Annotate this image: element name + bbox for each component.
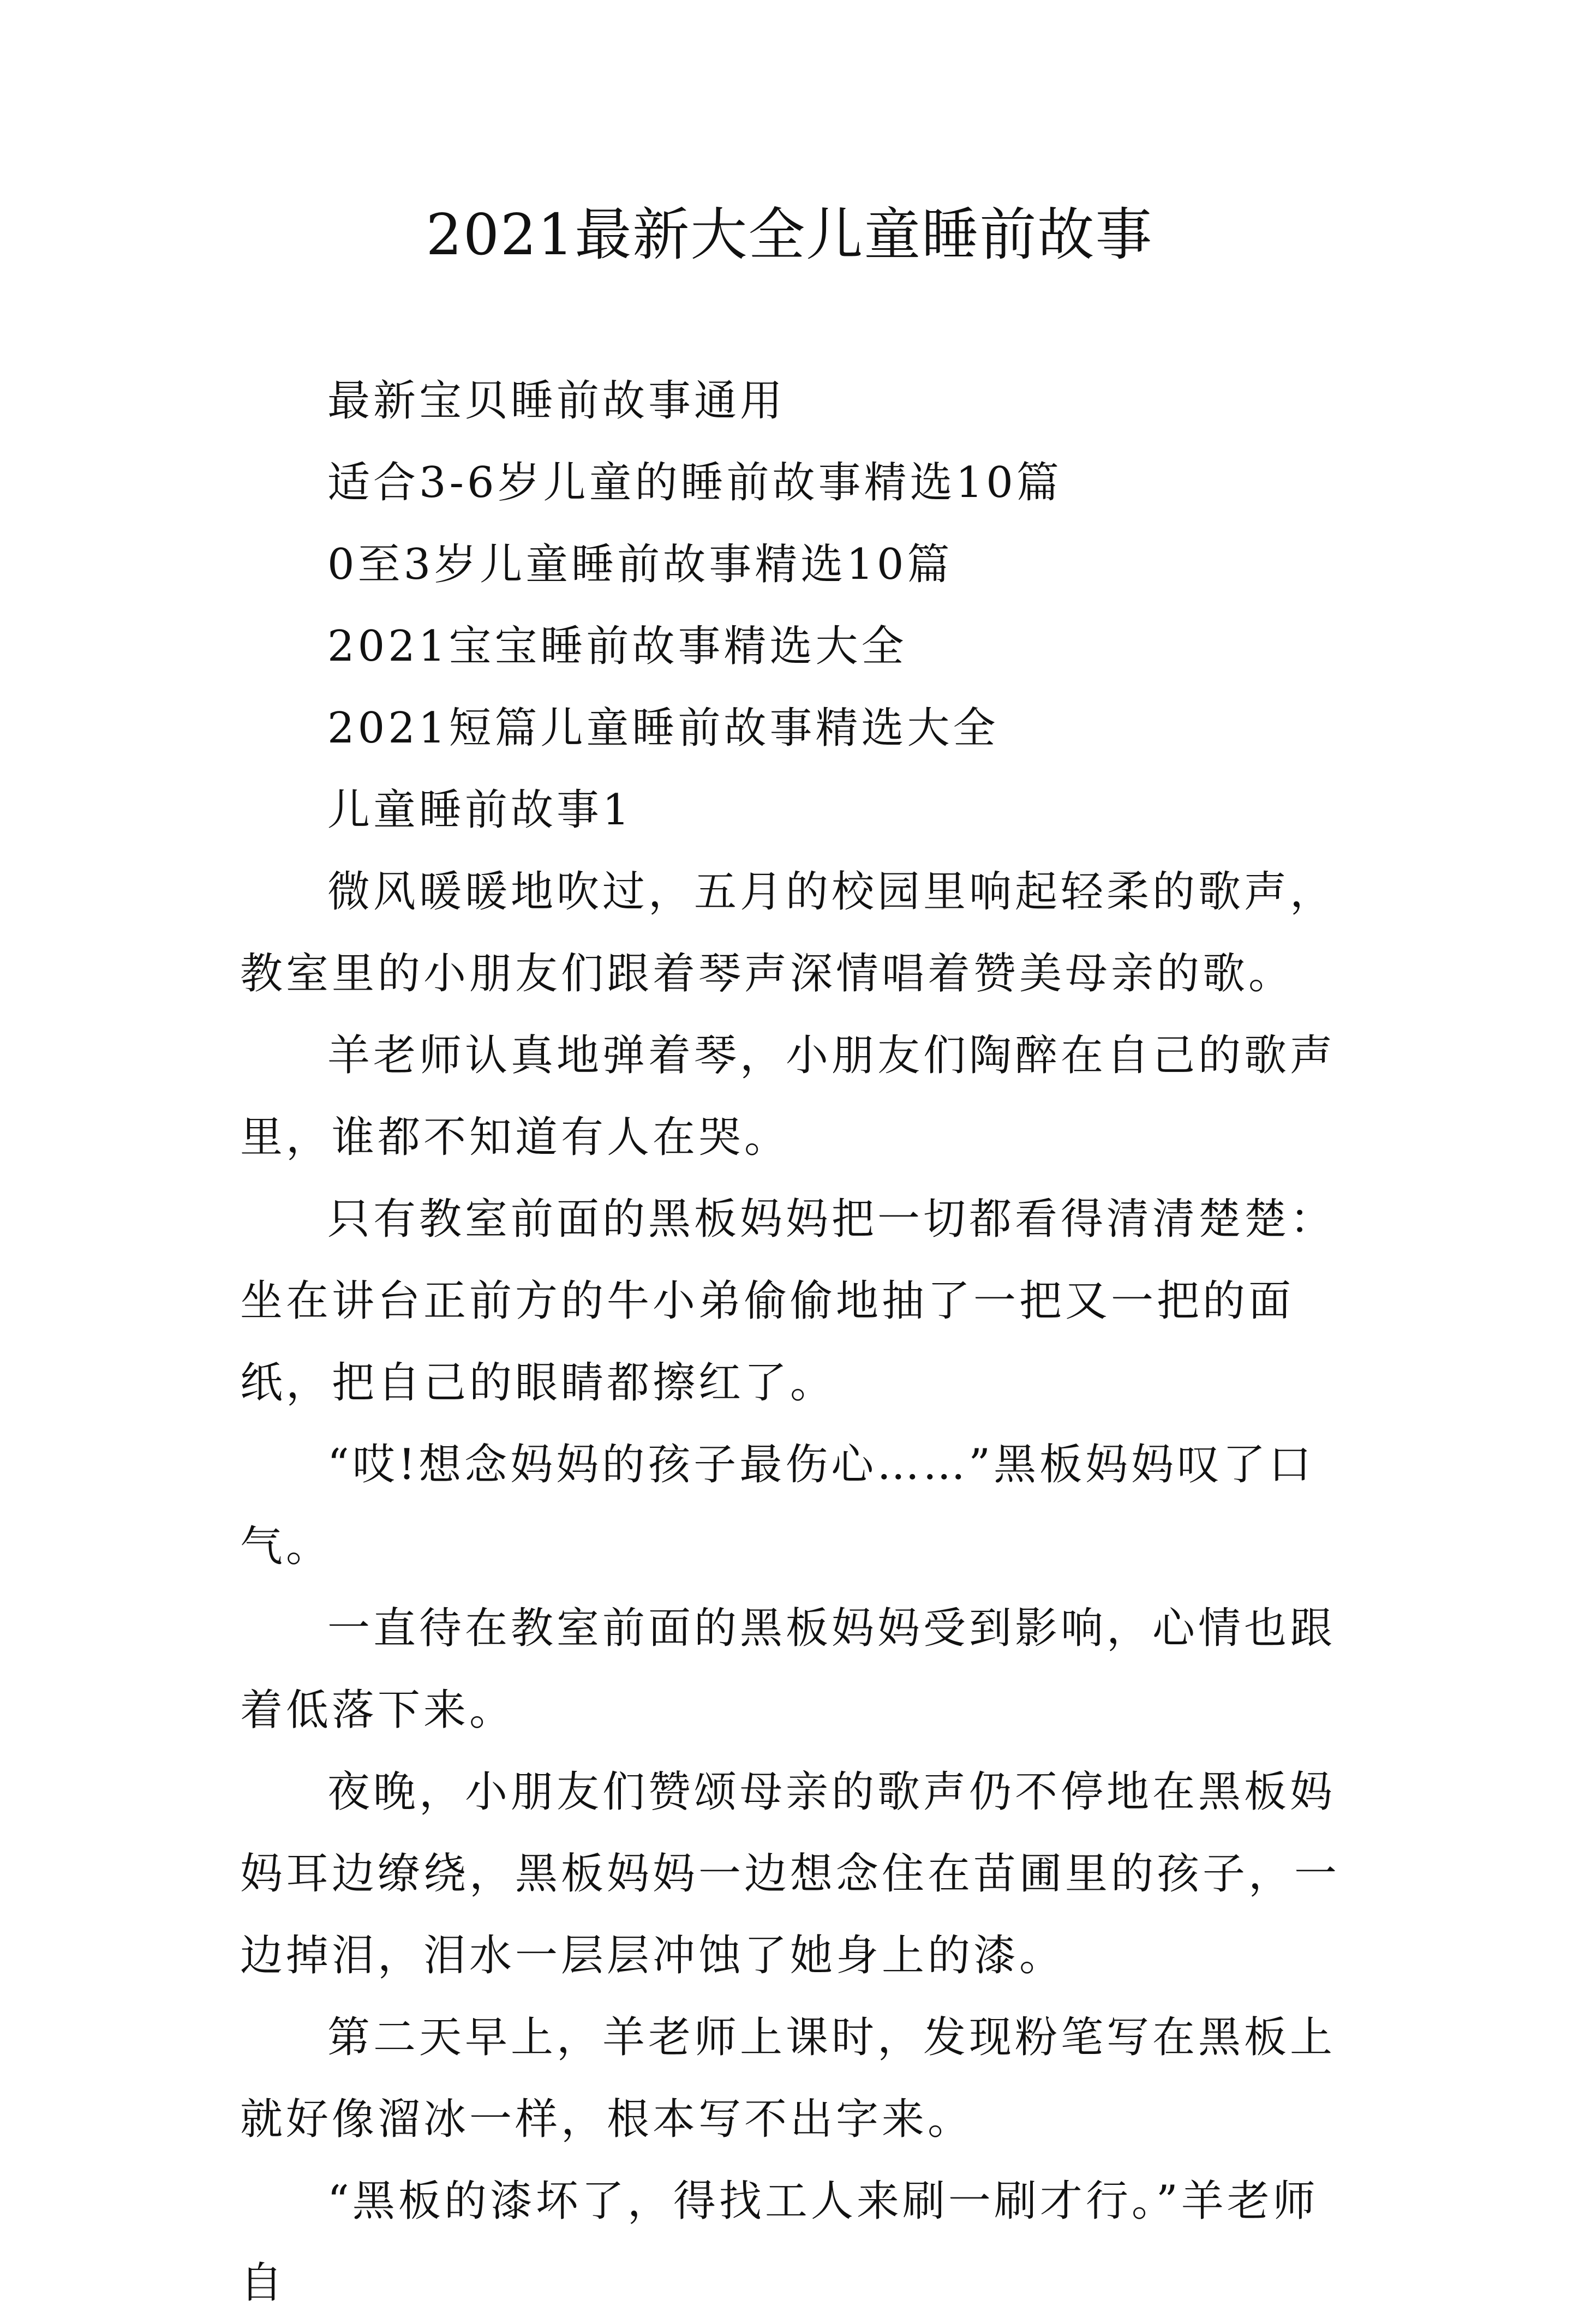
story-paragraph: “黑板的漆坏了，得找工人来刷一刷才行。”羊老师自 bbox=[240, 2177, 1319, 2308]
toc-item: 最新宝贝睡前故事通用 bbox=[327, 376, 786, 426]
toc-item: 2021短篇儿童睡前故事精选大全 bbox=[327, 704, 999, 753]
section-heading: 儿童睡前故事1 bbox=[327, 786, 633, 835]
toc-item: 适合3-6岁儿童的睡前故事精选10篇 bbox=[327, 458, 1062, 507]
story-paragraph: 夜晚，小朋友们赞颂母亲的歌声仍不停地在黑板妈妈耳边缭绕，黑板妈妈一边想念住在苗圃里的孩子，一边掉泪，泪水一层层冲蚀了她身上的漆。 bbox=[240, 1768, 1341, 1980]
story-paragraph: 微风暖暖地吹过，五月的校园里响起轻柔的歌声，教室里的小朋友们跟着琴声深情唱着赞美母亲的歌。 bbox=[240, 867, 1336, 998]
story-paragraph: 只有教室前面的黑板妈妈把一切都看得清清楚楚：坐在讲台正前方的牛小弟偷偷地抽了一把又一把的面纸，把自己的眼睛都擦红了。 bbox=[240, 1195, 1336, 1407]
document-title: 2021最新大全儿童睡前故事 bbox=[426, 201, 1153, 268]
document-body bbox=[240, 360, 1359, 2324]
story-paragraph: 一直待在教室前面的黑板妈妈受到影响，心情也跟着低落下来。 bbox=[240, 1604, 1336, 1735]
story-paragraph: “哎!想念妈妈的孩子最伤心……”黑板妈妈叹了口气。 bbox=[240, 1440, 1315, 1571]
story-paragraph: 第二天早上，羊老师上课时，发现粉笔写在黑板上就好像溜冰一样，根本写不出字来。 bbox=[240, 2013, 1336, 2144]
toc-item: 0至3岁儿童睡前故事精选10篇 bbox=[327, 540, 953, 589]
toc-item: 2021宝宝睡前故事精选大全 bbox=[327, 622, 907, 671]
story-paragraph: 羊老师认真地弹着琴，小朋友们陶醉在自己的歌声里，谁都不知道有人在哭。 bbox=[240, 1031, 1336, 1162]
